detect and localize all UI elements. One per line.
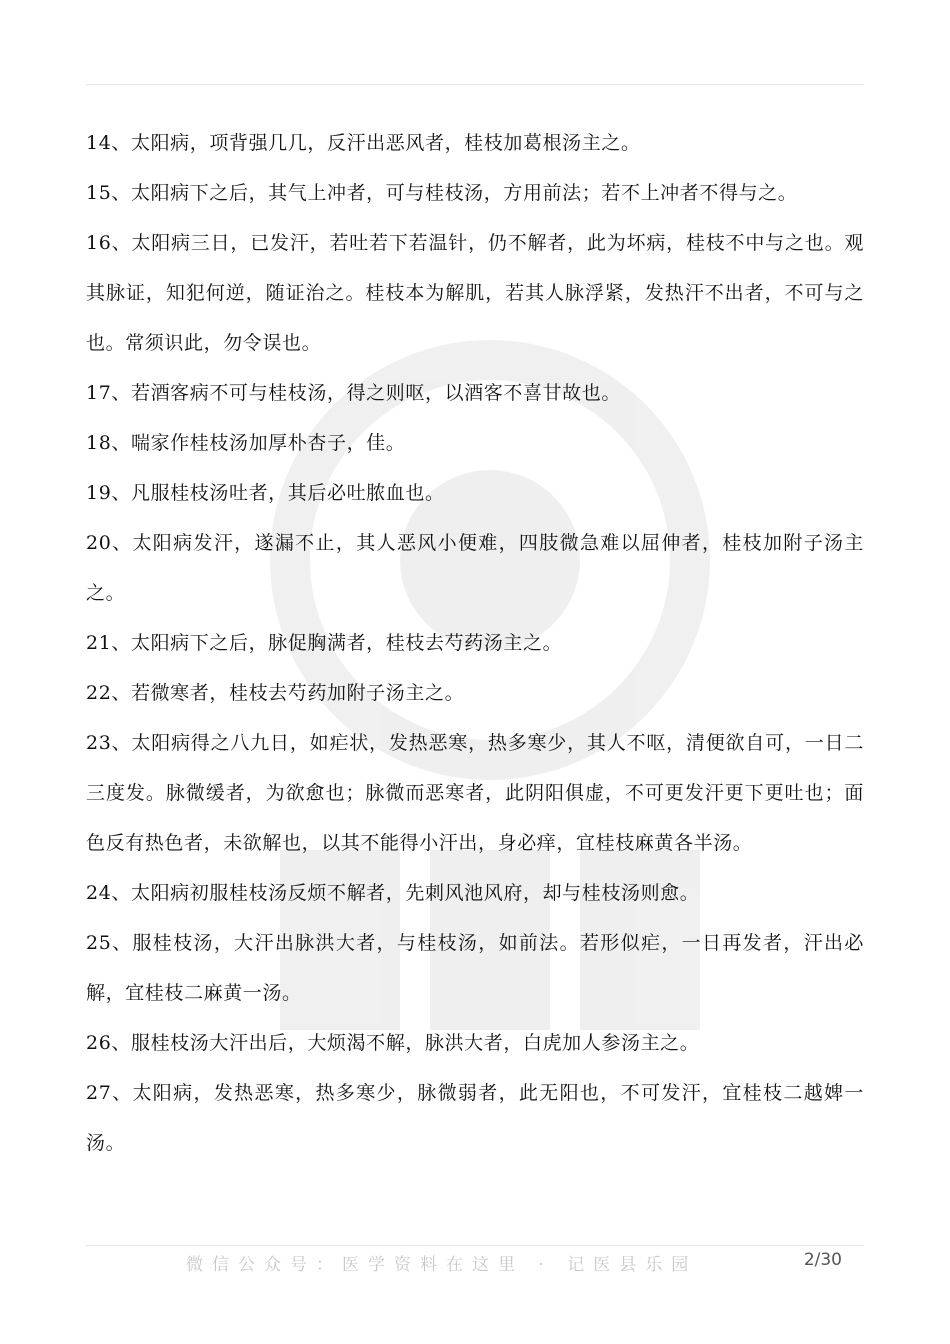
clause-23: 23、太阳病得之八九日，如疟状，发热恶寒，热多寒少，其人不呕，清便欲自可，一日二三度发。脉微缓者，为欲愈也；脉微而恶寒者，此阴阳俱虚，不可更发汗更下更吐也；面色反有热色者，未欲解也，以其不能得小汗出，身必痒，宜桂枝麻黄各半汤。 (86, 732, 864, 854)
page-footer (86, 1250, 864, 1275)
clause-20: 20、太阳病发汗，遂漏不止，其人恶风小便难，四肢微急难以屈伸者，桂枝加附子汤主之。 (86, 532, 864, 604)
clause-17: 17、若酒客病不可与桂枝汤，得之则呕，以酒客不喜甘故也。 (86, 382, 621, 404)
clause-24: 24、太阳病初服桂枝汤反烦不解者，先刺风池风府，却与桂枝汤则愈。 (86, 882, 700, 904)
footer-rule (86, 1245, 864, 1246)
clause-18: 18、喘家作桂枝汤加厚朴杏子，佳。 (86, 432, 406, 454)
clause-22: 22、若微寒者，桂枝去芍药加附子汤主之。 (86, 682, 465, 704)
clause-27: 27、太阳病，发热恶寒，热多寒少，脉微弱者，此无阳也，不可发汗，宜桂枝二越婢一汤。 (86, 1082, 864, 1154)
clause-25: 25、服桂枝汤，大汗出脉洪大者，与桂枝汤，如前法。若形似疟，一日再发者，汗出必解，宜桂枝二麻黄一汤。 (86, 932, 864, 1004)
clause-19: 19、凡服桂枝汤吐者，其后必吐脓血也。 (86, 482, 445, 504)
header-rule (86, 84, 864, 85)
page-number: 2/30 (803, 1250, 842, 1270)
clause-15: 15、太阳病下之后，其气上冲者，可与桂枝汤，方用前法；若不上冲者不得与之。 (86, 182, 798, 204)
clause-16: 16、太阳病三日，已发汗，若吐若下若温针，仍不解者，此为坏病，桂枝不中与之也。观其脉证，知犯何逆，随证治之。桂枝本为解肌，若其人脉浮紧，发热汗不出者，不可与之也。常须识此，勿令误也。 (86, 232, 864, 354)
clause-26: 26、服桂枝汤大汗出后，大烦渴不解，脉洪大者，白虎加人参汤主之。 (86, 1032, 700, 1054)
clause-21: 21、太阳病下之后，脉促胸满者，桂枝去芍药汤主之。 (86, 632, 563, 654)
document-body (86, 118, 864, 1168)
clause-14: 14、太阳病，项背强几几，反汗出恶风者，桂枝加葛根汤主之。 (86, 132, 641, 154)
footer-text: 微信公众号：医学资料在这里 · 记医县乐园 (186, 1255, 698, 1275)
